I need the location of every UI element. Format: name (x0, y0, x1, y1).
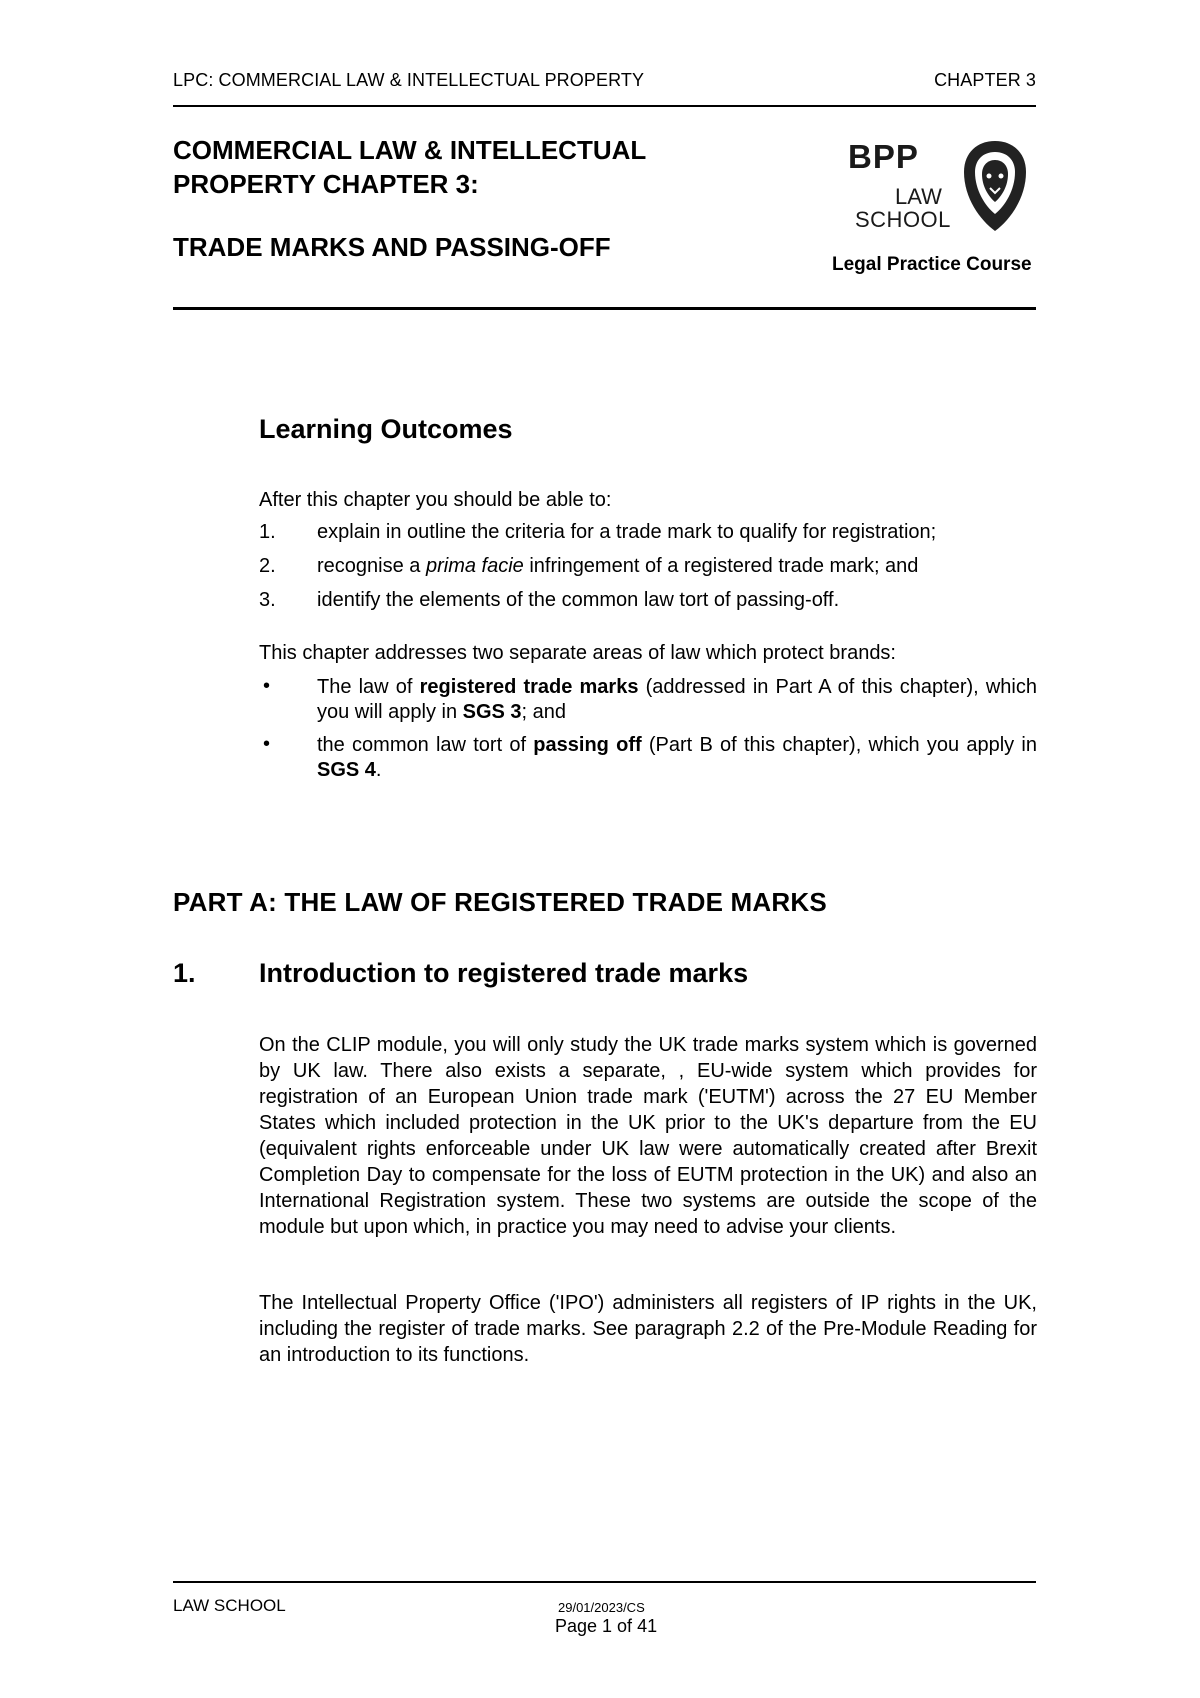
legal-practice-course-label: Legal Practice Course (832, 254, 1032, 275)
bullet-item-passing-off: the common law tort of passing off (Part B of this chapter), which you apply in SGS 4. (317, 734, 1037, 781)
chapter-title-line-2: PROPERTY CHAPTER 3: (173, 169, 479, 199)
title-rule (173, 307, 1036, 310)
bullet-item-registered-trade-marks: The law of registered trade marks (addressed in Part A of this chapter), which you will apply in SGS 3; and (317, 676, 1037, 723)
bullet-icon: • (263, 733, 271, 755)
outcome-number: 1. (259, 521, 276, 543)
intro-paragraph-1: On the CLIP module, you will only study the UK trade marks system which is governed by UK law. There also exists a separate, , EU-wide system which provides for registration of an European Union trade mark ('EUTM') across the 27 EU Member States which included protection in the UK prior to the UK's departure from the EU (equivalent rights enforceable under UK law were automatically created after Brexit Completion Day to compensate for the loss of EUTM protection in the UK) and also an International Registration system. These two systems are outside the scope of the module but upon which, in practice you may need to advise your clients. (259, 1034, 1037, 1238)
chapter-title-line-1: COMMERCIAL LAW & INTELLECTUAL (173, 135, 647, 165)
footer-date: 29/01/2023/CS (558, 1600, 645, 1615)
outcome-item: identify the elements of the common law tort of passing-off. (317, 589, 840, 611)
outcome-number: 3. (259, 589, 276, 611)
chapter-subtitle: TRADE MARKS AND PASSING-OFF (173, 232, 611, 262)
running-header-left: LPC: COMMERCIAL LAW & INTELLECTUAL PROPERTY (173, 70, 645, 90)
outcome-number: 2. (259, 555, 276, 577)
running-header-right: CHAPTER 3 (934, 70, 1036, 90)
outcome-item: recognise a prima facie infringement of a registered trade mark; and (317, 555, 919, 577)
header-rule (173, 105, 1036, 107)
bpp-law-school-logo (848, 138, 1026, 238)
outcomes-intro: After this chapter you should be able to: (259, 489, 612, 511)
logo-law-text: LAW (895, 184, 942, 209)
part-a-heading: PART A: THE LAW OF REGISTERED TRADE MARKS (173, 887, 827, 917)
areas-intro: This chapter addresses two separate areas of law which protect brands: (259, 642, 896, 664)
learning-outcomes-heading: Learning Outcomes (259, 414, 513, 444)
logo-school-text: SCHOOL (855, 207, 951, 232)
footer-left-label: LAW SCHOOL (173, 1596, 286, 1615)
lion-crest-icon (960, 138, 1030, 234)
prima-facie-emphasis: prima facie (425, 555, 524, 577)
bullet-icon: • (263, 675, 271, 697)
section-number: 1. (173, 958, 196, 988)
page-number: Page 1 of 41 (555, 1616, 658, 1636)
outcome-item: explain in outline the criteria for a trade mark to qualify for registration; (317, 521, 937, 543)
logo-bpp-text: BPP (848, 138, 919, 175)
footer-rule (173, 1581, 1036, 1583)
section-title: Introduction to registered trade marks (259, 958, 749, 988)
intro-paragraph-2: The Intellectual Property Office ('IPO') administers all registers of IP rights in the UK, including the register of trade marks. See paragraph 2.2 of the Pre-Module Reading for an introduction to its functions. (259, 1292, 1037, 1366)
